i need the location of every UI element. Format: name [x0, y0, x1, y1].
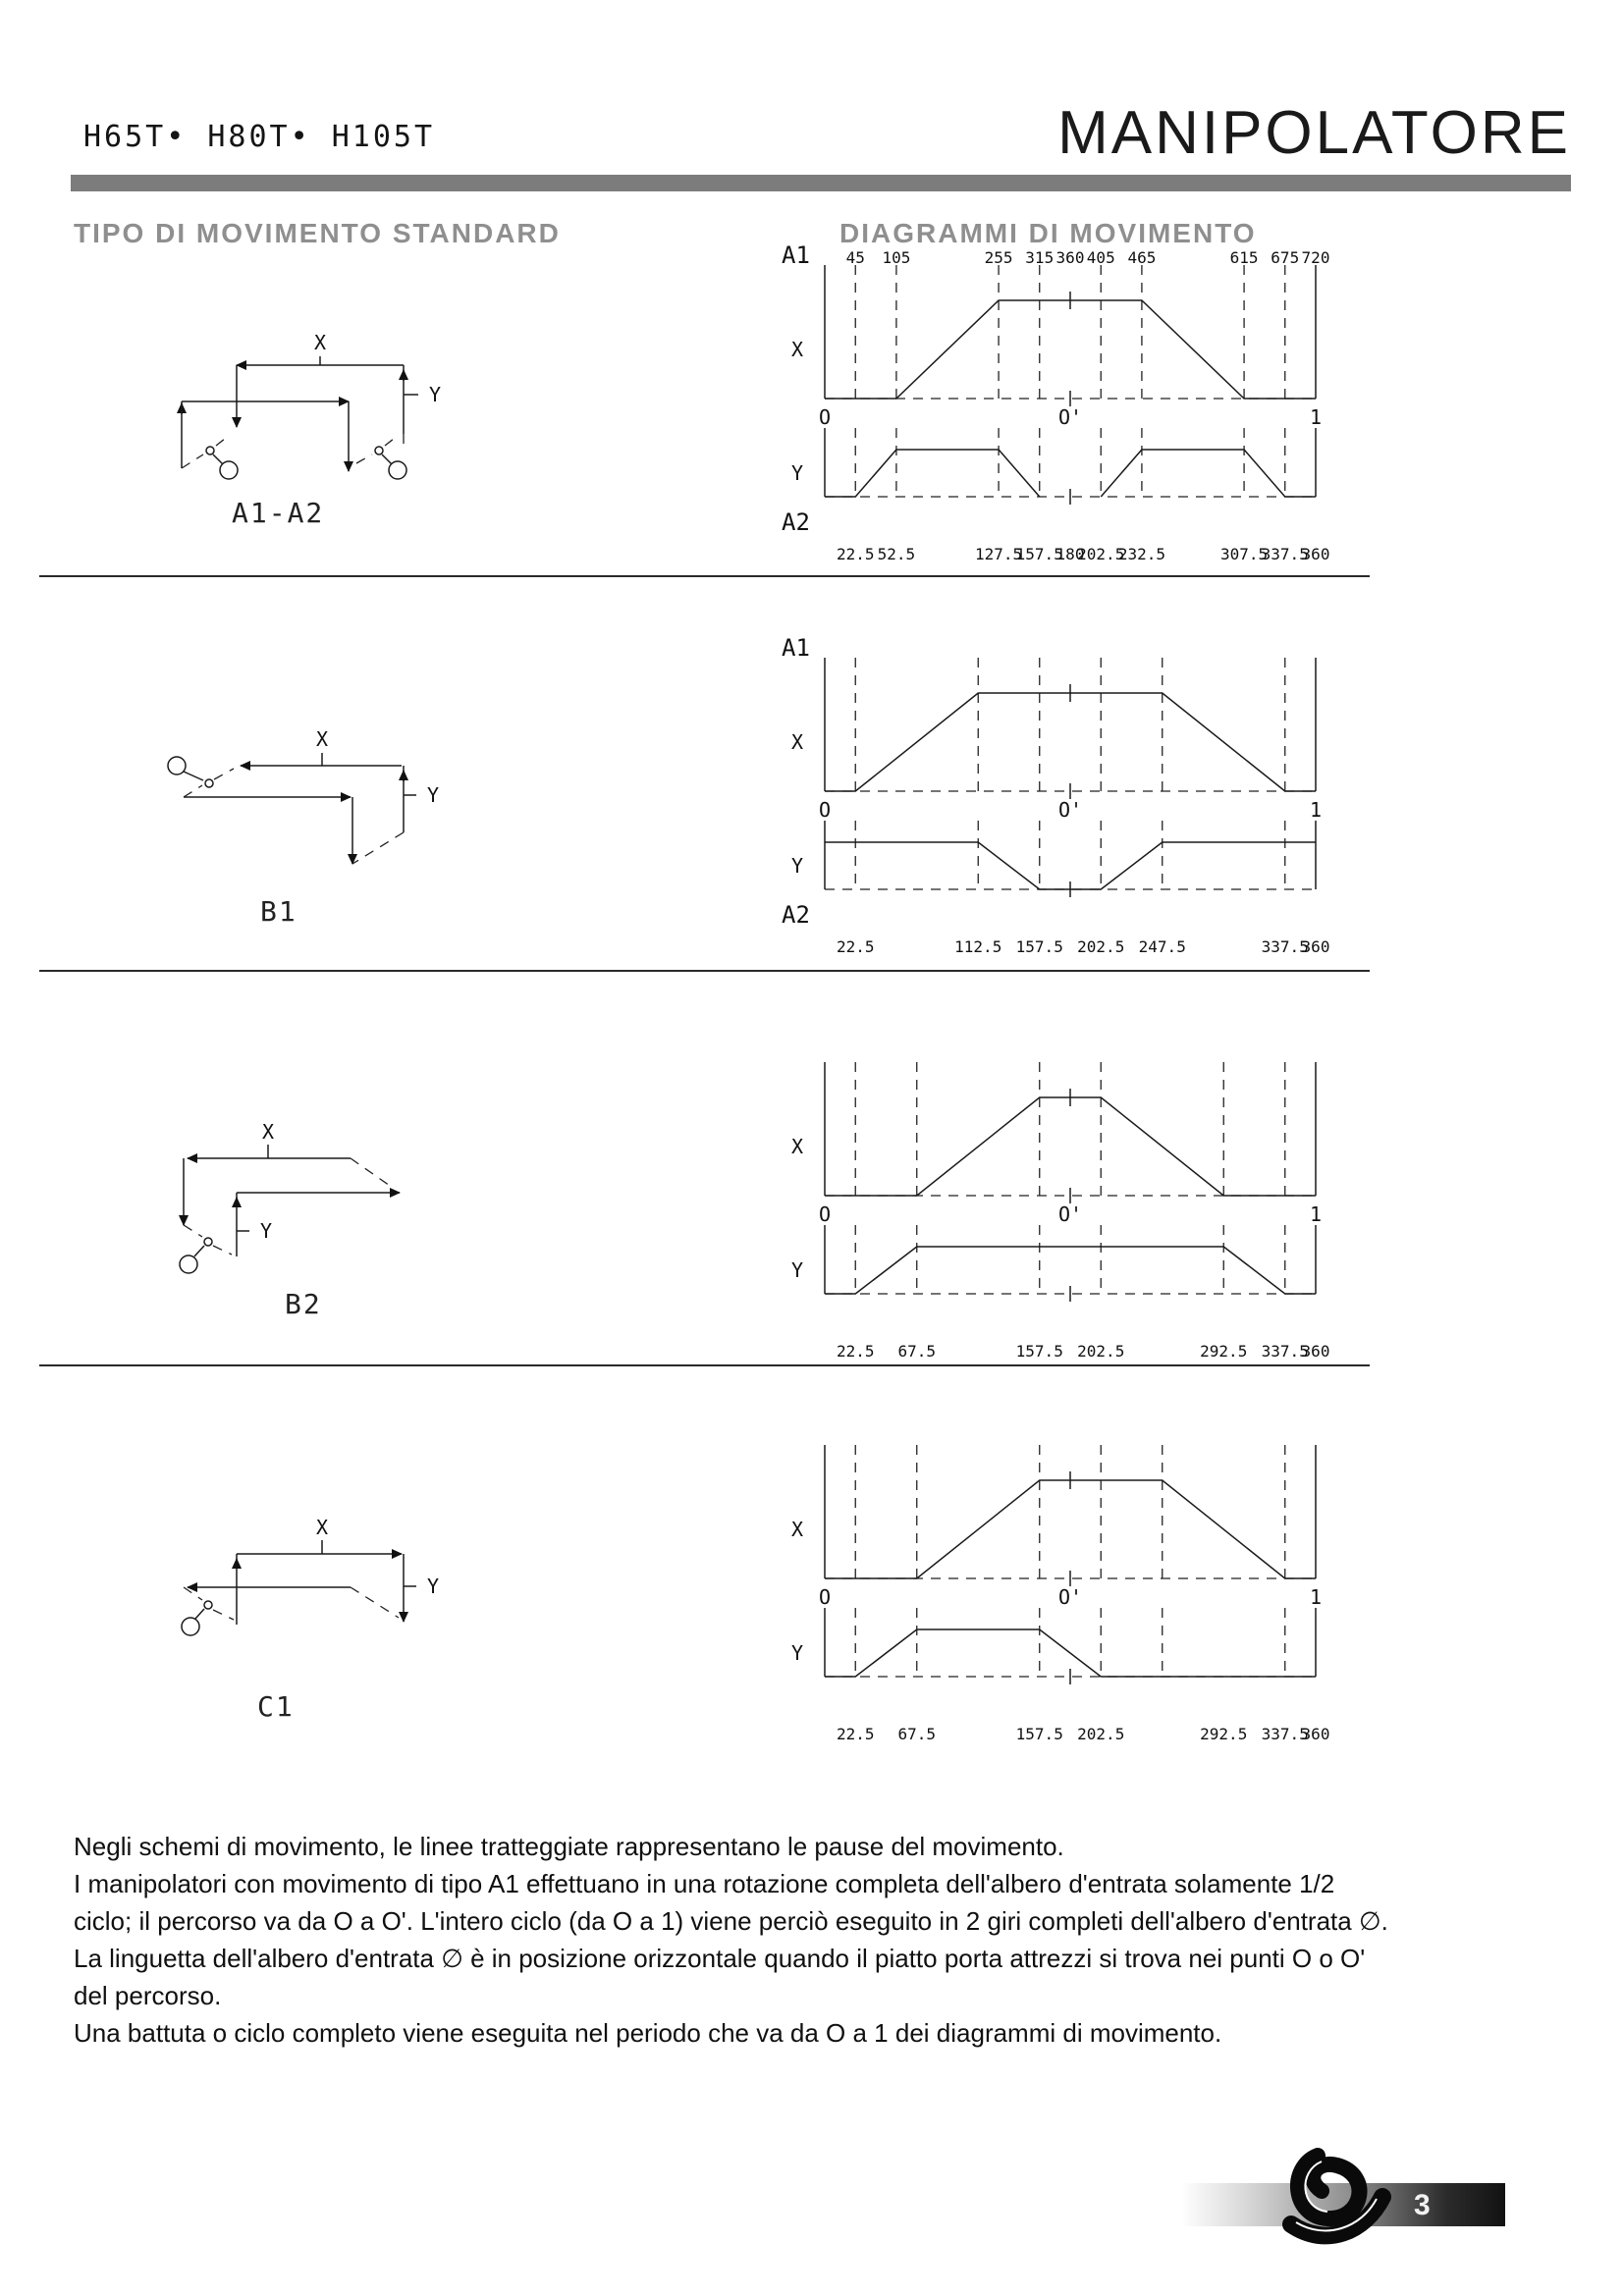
svg-text:O: O [818, 1202, 832, 1226]
svg-text:Y: Y [790, 854, 804, 878]
header-rule [71, 175, 1571, 191]
brand-logo-icon [1267, 2138, 1409, 2246]
svg-text:180: 180 [1055, 545, 1085, 563]
svg-text:360: 360 [1301, 545, 1330, 563]
svg-text:Y: Y [790, 1641, 804, 1665]
svg-text:22.5: 22.5 [836, 937, 875, 956]
svg-text:1: 1 [1309, 1202, 1323, 1226]
sketch-x-label: X [261, 1120, 275, 1144]
svg-text:67.5: 67.5 [897, 1725, 937, 1743]
movement-sketch-b2 [147, 1090, 461, 1325]
row-separator [39, 575, 1370, 577]
movement-diagram-a1a2 [776, 245, 1365, 579]
svg-text:22.5: 22.5 [836, 545, 875, 563]
sketch-x-label: X [315, 727, 329, 751]
sketch-x-label: X [313, 331, 327, 354]
section-title-left: TIPO DI MOVIMENTO STANDARD [74, 218, 561, 248]
sketch-y-label: Y [429, 383, 442, 406]
page-number: 3 [1414, 2189, 1431, 2221]
svg-text:X: X [790, 730, 804, 754]
paragraph-line: del percorso. [74, 1981, 222, 2010]
paragraph-line: Una battuta o ciclo completo viene eseguita nel periodo che va da O a 1 dei diagrammi di movimento. [74, 2018, 1222, 2048]
svg-text:A2: A2 [782, 901, 810, 929]
svg-text:22.5: 22.5 [836, 1342, 875, 1361]
sketch-x-label: X [315, 1516, 329, 1539]
svg-text:105: 105 [882, 248, 911, 267]
svg-text:360: 360 [1301, 1342, 1330, 1361]
svg-text:O': O' [1057, 1202, 1083, 1226]
paragraph-line: Negli schemi di movimento, le linee tratteggiate rappresentano le pause del movimento. [74, 1832, 1064, 1861]
sketch-y-label: Y [260, 1219, 273, 1243]
svg-text:1: 1 [1309, 405, 1323, 429]
sketch-y-label: Y [427, 783, 440, 807]
paragraph-line: La linguetta dell'albero d'entrata ∅ è in posizione orizzontale quando il piatto porta attrezzi si trova nei punti O o O' [74, 1944, 1366, 1973]
movement-diagram-b2 [776, 1042, 1365, 1376]
svg-text:O': O' [1057, 405, 1083, 429]
movement-sketch-a1a2 [147, 324, 461, 540]
svg-text:405: 405 [1086, 248, 1115, 267]
svg-text:615: 615 [1229, 248, 1259, 267]
svg-text:360: 360 [1301, 937, 1330, 956]
svg-text:292.5: 292.5 [1200, 1725, 1248, 1743]
section-title-right: DIAGRAMMI DI MOVIMENTO [839, 218, 1257, 248]
svg-text:127.5: 127.5 [974, 545, 1023, 563]
svg-text:1: 1 [1309, 1585, 1323, 1609]
svg-text:465: 465 [1127, 248, 1157, 267]
svg-text:202.5: 202.5 [1077, 1342, 1125, 1361]
svg-text:675: 675 [1271, 248, 1300, 267]
svg-text:O': O' [1057, 798, 1083, 822]
svg-text:292.5: 292.5 [1200, 1342, 1248, 1361]
movement-sketch-c1 [147, 1453, 461, 1737]
svg-text:X: X [790, 1135, 804, 1158]
svg-text:720: 720 [1301, 248, 1330, 267]
row-separator [39, 970, 1370, 972]
svg-text:O: O [818, 1585, 832, 1609]
movement-sketch-b1 [147, 726, 461, 942]
sketch-label: B1 [260, 895, 298, 928]
svg-text:337.5: 337.5 [1261, 545, 1309, 563]
svg-text:X: X [790, 1518, 804, 1541]
svg-text:Y: Y [790, 1258, 804, 1282]
page-title: MANIPOLATORE [1057, 99, 1571, 167]
svg-text:157.5: 157.5 [1015, 937, 1063, 956]
paragraph-line: I manipolatori con movimento di tipo A1 effettuano in una rotazione completa dell'albero d'entrata solamente 1/2 [74, 1869, 1335, 1898]
movement-diagram-c1 [776, 1425, 1365, 1759]
svg-text:255: 255 [984, 248, 1013, 267]
svg-text:67.5: 67.5 [897, 1342, 937, 1361]
sketch-label: B2 [285, 1288, 322, 1320]
svg-text:202.5: 202.5 [1077, 545, 1125, 563]
sketch-label: C1 [257, 1690, 295, 1723]
svg-text:247.5: 247.5 [1138, 937, 1186, 956]
svg-text:X: X [790, 338, 804, 361]
svg-text:45: 45 [845, 248, 865, 267]
svg-text:O: O [818, 405, 832, 429]
svg-text:202.5: 202.5 [1077, 937, 1125, 956]
svg-text:157.5: 157.5 [1015, 545, 1063, 563]
svg-text:112.5: 112.5 [954, 937, 1002, 956]
svg-text:A1: A1 [782, 638, 810, 662]
svg-text:337.5: 337.5 [1261, 1342, 1309, 1361]
paragraph-line: ciclo; il percorso va da O a O'. L'intero ciclo (da O a 1) viene perciò eseguito in 2 giri completi dell'albero d'entrata ∅. [74, 1906, 1388, 1936]
svg-text:360: 360 [1055, 248, 1085, 267]
svg-text:Y: Y [790, 461, 804, 485]
svg-text:157.5: 157.5 [1015, 1725, 1063, 1743]
svg-text:315: 315 [1025, 248, 1055, 267]
svg-text:337.5: 337.5 [1261, 937, 1309, 956]
svg-text:52.5: 52.5 [877, 545, 916, 563]
svg-text:O': O' [1057, 1585, 1083, 1609]
svg-text:232.5: 232.5 [1117, 545, 1166, 563]
header-model-list: H65T• H80T• H105T [83, 120, 436, 154]
row-separator [39, 1364, 1370, 1366]
svg-text:337.5: 337.5 [1261, 1725, 1309, 1743]
svg-text:202.5: 202.5 [1077, 1725, 1125, 1743]
svg-text:1: 1 [1309, 798, 1323, 822]
svg-text:A2: A2 [782, 508, 810, 536]
svg-text:A1: A1 [782, 245, 810, 269]
svg-text:360: 360 [1301, 1725, 1330, 1743]
body-paragraph [74, 1828, 1586, 2052]
svg-text:O: O [818, 798, 832, 822]
movement-diagram-b1 [776, 638, 1365, 972]
sketch-y-label: Y [427, 1575, 440, 1598]
svg-text:157.5: 157.5 [1015, 1342, 1063, 1361]
svg-text:307.5: 307.5 [1219, 545, 1269, 563]
sketch-label: A1-A2 [232, 497, 325, 529]
svg-text:22.5: 22.5 [836, 1725, 875, 1743]
